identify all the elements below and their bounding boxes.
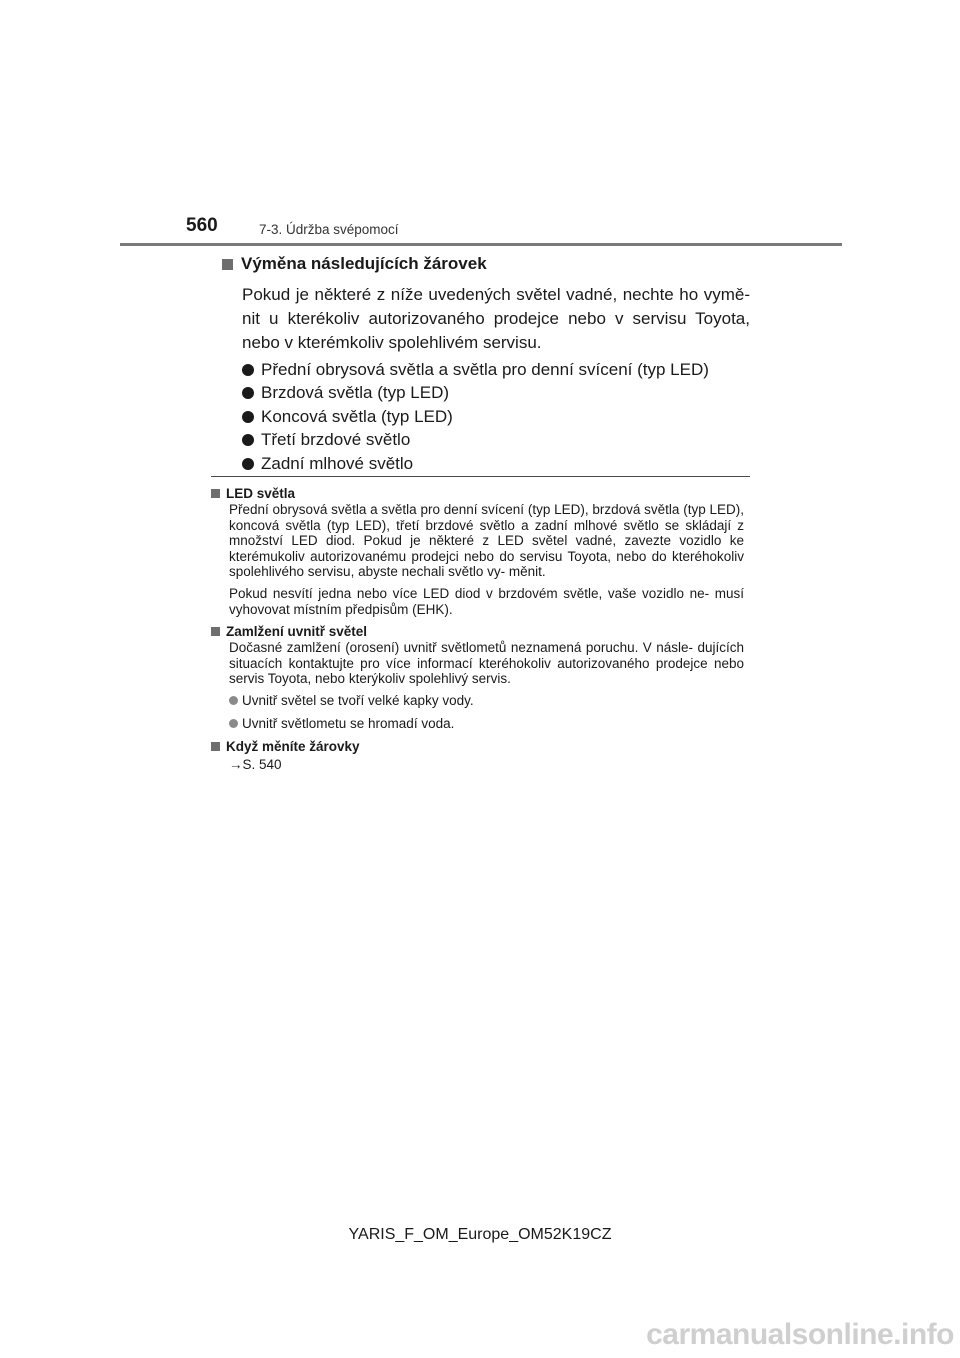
fog-note-paragraph: Dočasné zamlžení (orosení) uvnitř světlometů neznamená poruchu. V násle- dujících situacích kontaktujte pro více informací kteréhokoliv autorizovaného prodejce nebo servis Toyota, nebo kterýkoliv spolehlivý servis. [229,640,744,687]
bullet-icon [242,458,254,470]
bullet-icon [229,696,238,705]
section-title: 7-3. Údržba svépomocí [259,222,399,237]
led-note-paragraph: Pokud nesvítí jedna nebo více LED diod v brzdovém světle, vaše vozidlo ne- musí vyhovovat místním předpisům (EHK). [229,585,744,617]
main-heading-text: Výměna následujících žárovek [241,254,487,273]
square-bullet-icon [211,489,220,498]
list-item: Zadní mlhové světlo [242,452,750,476]
main-heading [222,254,750,274]
list-item: Brzdová světla (typ LED) [242,382,750,406]
page-reference-link[interactable]: →S. 540 [229,756,282,772]
square-bullet-icon [211,627,220,636]
led-note-heading: LED světla [211,485,744,502]
main-section [222,254,750,476]
fog-note-body [229,640,744,687]
bullet-icon [242,364,254,376]
notes-section [211,485,744,773]
header-divider [120,243,842,246]
bullet-icon [229,719,238,728]
led-note-paragraph: Přední obrysová světla a světla pro denní svícení (typ LED), brzdová světla (typ LED), koncová světla (typ LED), třetí brzdové světlo a zadní mlhové světlo se skládají z množství LED diod. Pokud je některé z LED světel vadné, zavezte vozidlo ke kterémukoliv autorizovanému prodejci nebo do servisu Toyota, nebo do kteréhokoliv spolehlivého servisu, abyste nechali světlo vy- měnit. [229,502,744,580]
document-code: YARIS_F_OM_Europe_OM52K19CZ [348,1226,612,1243]
list-item: Uvnitř světel se tvoří velké kapky vody. [229,693,744,709]
notes-divider [211,476,750,477]
list-item: Koncová světla (typ LED) [242,405,750,429]
page-number: 560 [186,215,218,236]
list-item: Přední obrysová světla a světla pro denní svícení (typ LED) [242,358,750,382]
fog-list [211,693,744,732]
replace-note-heading: Když měníte žárovky [211,738,744,755]
main-paragraph: Pokud je některé z níže uvedených světel vadné, nechte ho vymě- nit u kterékoliv autorizovaného prodejce nebo v servisu Toyota, nebo v kterémkoliv spolehlivém servisu. [242,285,750,352]
list-item: Uvnitř světlometu se hromadí voda. [229,716,744,732]
square-bullet-icon [211,742,220,751]
fog-note-heading: Zamlžení uvnitř světel [211,623,744,640]
watermark: carmanualsonline.info [646,1318,954,1351]
bulb-list [222,358,750,476]
square-bullet-icon [222,259,233,270]
bullet-icon [242,387,254,399]
list-item: Třetí brzdové světlo [242,429,750,453]
bullet-icon [242,434,254,446]
led-note-body [229,502,744,617]
bullet-icon [242,411,254,423]
